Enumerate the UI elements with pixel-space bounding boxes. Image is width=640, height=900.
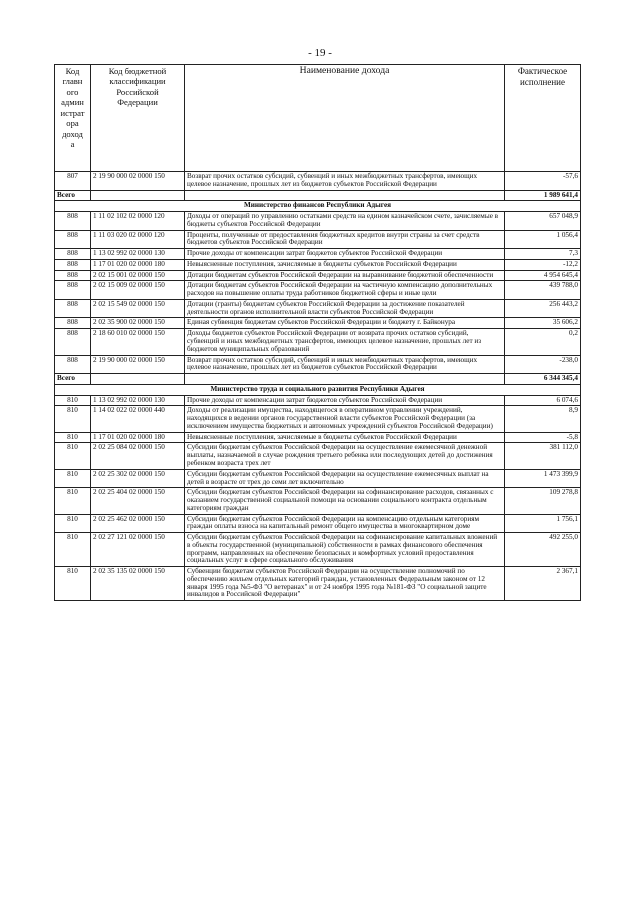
budget-code-cell: 2 02 35 900 02 0000 150 [91, 318, 185, 329]
budget-code-cell: 2 02 35 135 02 0000 150 [91, 567, 185, 601]
table-row [55, 395, 581, 406]
section-header-row [55, 201, 581, 212]
admin-code-cell: 808 [55, 212, 91, 231]
income-name-cell: Проценты, полученные от предоставления бюджетных кредитов внутри страны за счет средств бюджетов субъектов Российской Федерации [185, 230, 505, 249]
income-name-cell: Дотации бюджетам субъектов Российской Федерации на выравнивание бюджетной обеспеченности [185, 270, 505, 281]
header-admin-code: Код главн ого админ истрат ора доход а [55, 65, 91, 172]
income-name-cell: Доходы бюджетов субъектов Российской Федерации от возврата прочих остатков субсидий, субвенций и иных межбюджетных трансфертов, имеющих целевое назначение, прошлых лет из бюджетов муниципальных образований [185, 329, 505, 355]
table-row [55, 318, 581, 329]
budget-code-cell: 2 19 90 000 02 0000 150 [91, 355, 185, 374]
admin-code-cell: 808 [55, 230, 91, 249]
admin-code-cell: 808 [55, 318, 91, 329]
table-row [55, 299, 581, 318]
table-row [55, 432, 581, 443]
budget-code-cell: 2 02 25 462 02 0000 150 [91, 514, 185, 533]
budget-code-cell: 2 18 60 010 02 0000 150 [91, 329, 185, 355]
section-title: Министерство труда и социального развития Республики Адыгея [55, 384, 581, 395]
actual-value-cell: 657 048,9 [505, 212, 581, 231]
header-income-name: Наименование дохода [185, 65, 505, 172]
table-row [55, 514, 581, 533]
budget-code-cell: 1 14 02 022 02 0000 440 [91, 406, 185, 432]
actual-value-cell: 1 056,4 [505, 230, 581, 249]
table-row [55, 533, 581, 567]
actual-value-cell: 4 954 645,4 [505, 270, 581, 281]
total-row [55, 190, 581, 201]
income-name-cell: Прочие доходы от компенсации затрат бюджетов субъектов Российской Федерации [185, 249, 505, 260]
admin-code-cell: 808 [55, 259, 91, 270]
actual-value-cell: -57,6 [505, 172, 581, 191]
table-row [55, 270, 581, 281]
admin-code-cell: 807 [55, 172, 91, 191]
actual-value-cell: 8,9 [505, 406, 581, 432]
budget-code-cell: 2 02 25 302 02 0000 150 [91, 469, 185, 488]
actual-value-cell: -238,0 [505, 355, 581, 374]
total-label: Всего [55, 374, 91, 385]
income-name-cell: Субсидии бюджетам субъектов Российской Федерации на осуществление ежемесячной денежной выплаты, назначаемой в случае рождения третьего ребенка или последующих детей до достижения ребенком возраста трех лет [185, 443, 505, 469]
actual-value-cell: 0,2 [505, 329, 581, 355]
table-row [55, 329, 581, 355]
actual-value-cell: 2 367,1 [505, 567, 581, 601]
income-name-cell: Невыясненные поступления, зачисляемые в бюджеты субъектов Российской Федерации [185, 259, 505, 270]
budget-code-cell: 1 13 02 992 02 0000 130 [91, 395, 185, 406]
income-name-cell: Возврат прочих остатков субсидий, субвенций и иных межбюджетных трансфертов, имеющих целевое назначение, прошлых лет из бюджетов субъектов Российской Федерации [185, 172, 505, 191]
table-row [55, 259, 581, 270]
budget-code-cell: 2 19 90 000 02 0000 150 [91, 172, 185, 191]
budget-code-cell: 1 11 03 020 02 0000 120 [91, 230, 185, 249]
admin-code-cell: 808 [55, 281, 91, 300]
income-name-cell: Единая субвенция бюджетам субъектов Российской Федерации и бюджету г. Байконура [185, 318, 505, 329]
table-row [55, 249, 581, 260]
page-number: - 19 - [308, 47, 332, 59]
admin-code-cell: 808 [55, 329, 91, 355]
actual-value-cell: 1 473 399,9 [505, 469, 581, 488]
income-name-cell: Субсидии бюджетам субъектов Российской Федерации на осуществление ежемесячных выплат на детей в возрасте от трех до семи лет включительно [185, 469, 505, 488]
table-row [55, 281, 581, 300]
total-value: 1 989 641,4 [505, 190, 581, 201]
table-row [55, 488, 581, 514]
table-row [55, 172, 581, 191]
admin-code-cell: 808 [55, 249, 91, 260]
total-value: 6 344 345,4 [505, 374, 581, 385]
table-row [55, 212, 581, 231]
admin-code-cell: 810 [55, 469, 91, 488]
admin-code-cell: 810 [55, 567, 91, 601]
budget-code-cell: 2 02 15 009 02 0000 150 [91, 281, 185, 300]
budget-code-cell: 1 17 01 020 02 0000 180 [91, 432, 185, 443]
admin-code-cell: 808 [55, 355, 91, 374]
header-actual: Фактическое исполнение [505, 65, 581, 172]
actual-value-cell: -12,2 [505, 259, 581, 270]
section-title: Министерство финансов Республики Адыгея [55, 201, 581, 212]
total-label: Всего [55, 190, 91, 201]
admin-code-cell: 810 [55, 488, 91, 514]
actual-value-cell: 381 112,0 [505, 443, 581, 469]
income-name-cell: Субсидии бюджетам субъектов Российской Федерации на софинансирование расходов, связанных с оказанием государственной социальной помощи на основании социального контракта отдельным категориям граждан [185, 488, 505, 514]
income-name-cell: Субсидии бюджетам субъектов Российской Федерации на компенсацию отдельным категориям граждан оплаты взноса на капитальный ремонт общего имущества в многоквартирном доме [185, 514, 505, 533]
admin-code-cell: 808 [55, 270, 91, 281]
table-row [55, 443, 581, 469]
table-row [55, 230, 581, 249]
table-row [55, 355, 581, 374]
income-name-cell: Дотации бюджетам субъектов Российской Федерации на частичную компенсацию дополнительных расходов на повышение оплаты труда работников бюджетной сферы и иные цели [185, 281, 505, 300]
total-blank-cell [91, 190, 185, 201]
table-row [55, 567, 581, 601]
table-row [55, 469, 581, 488]
admin-code-cell: 810 [55, 443, 91, 469]
admin-code-cell: 810 [55, 432, 91, 443]
admin-code-cell: 810 [55, 395, 91, 406]
actual-value-cell: 1 756,1 [505, 514, 581, 533]
header-budget-code: Код бюджетной классификации Российской Федерации [91, 65, 185, 172]
actual-value-cell: 6 074,6 [505, 395, 581, 406]
table-row [55, 406, 581, 432]
total-blank-cell [91, 374, 185, 385]
table-header-row [55, 65, 581, 172]
admin-code-cell: 810 [55, 533, 91, 567]
table-body [55, 172, 581, 601]
total-blank-cell [185, 374, 505, 385]
income-name-cell: Субсидии бюджетам субъектов Российской Федерации на софинансирование капитальных вложений в объекты государственной (муниципальной) собственности в рамках финансового обеспечения программ, направленных на обеспечение безопасных и комфортных условий предоставления социальных услуг в сфере социального обслуживания [185, 533, 505, 567]
actual-value-cell: 492 255,0 [505, 533, 581, 567]
admin-code-cell: 808 [55, 299, 91, 318]
income-name-cell: Субвенции бюджетам субъектов Российской Федерации на осуществление полномочий по обеспечению жильем отдельных категорий граждан, установленных Федеральным законом от 12 января 1995 года №5-ФЗ "О ветеранах" и от 24 ноября 1995 года №181-ФЗ "О социальной защите инвалидов в Российской Федерации" [185, 567, 505, 601]
budget-code-cell: 2 02 25 084 02 0000 150 [91, 443, 185, 469]
actual-value-cell: 35 606,2 [505, 318, 581, 329]
income-name-cell: Дотации (гранты) бюджетам субъектов Российской Федерации за достижение показателей деятельности органов исполнительной власти субъектов Российской Федерации [185, 299, 505, 318]
total-row [55, 374, 581, 385]
budget-code-cell: 1 13 02 992 02 0000 130 [91, 249, 185, 260]
budget-code-cell: 1 17 01 020 02 0000 180 [91, 259, 185, 270]
admin-code-cell: 810 [55, 514, 91, 533]
actual-value-cell: -5,8 [505, 432, 581, 443]
actual-value-cell: 256 443,2 [505, 299, 581, 318]
actual-value-cell: 109 278,8 [505, 488, 581, 514]
budget-code-cell: 2 02 15 001 02 0000 150 [91, 270, 185, 281]
admin-code-cell: 810 [55, 406, 91, 432]
income-name-cell: Невыясненные поступления, зачисляемые в бюджеты субъектов Российской Федерации [185, 432, 505, 443]
income-name-cell: Возврат прочих остатков субсидий, субвенций и иных межбюджетных трансфертов, имеющих целевое назначение, прошлых лет из бюджетов субъектов Российской Федерации [185, 355, 505, 374]
income-name-cell: Доходы от реализации имущества, находящегося в оперативном управлении учреждений, находящихся в ведении органов государственной власти субъектов Российской Федерации (за исключением имущества бюджетных и автономных учреждений субъектов Российской Федерации) [185, 406, 505, 432]
actual-value-cell: 439 788,0 [505, 281, 581, 300]
income-name-cell: Прочие доходы от компенсации затрат бюджетов субъектов Российской Федерации [185, 395, 505, 406]
budget-code-cell: 2 02 27 121 02 0000 150 [91, 533, 185, 567]
actual-value-cell: 7,3 [505, 249, 581, 260]
budget-code-cell: 2 02 15 549 02 0000 150 [91, 299, 185, 318]
budget-code-cell: 1 11 02 102 02 0000 120 [91, 212, 185, 231]
budget-code-cell: 2 02 25 404 02 0000 150 [91, 488, 185, 514]
revenue-table [54, 64, 581, 601]
section-header-row [55, 384, 581, 395]
total-blank-cell [185, 190, 505, 201]
income-name-cell: Доходы от операций по управлению остатками средств на едином казначейском счете, зачисляемые в бюджеты субъектов Российской Федерации [185, 212, 505, 231]
